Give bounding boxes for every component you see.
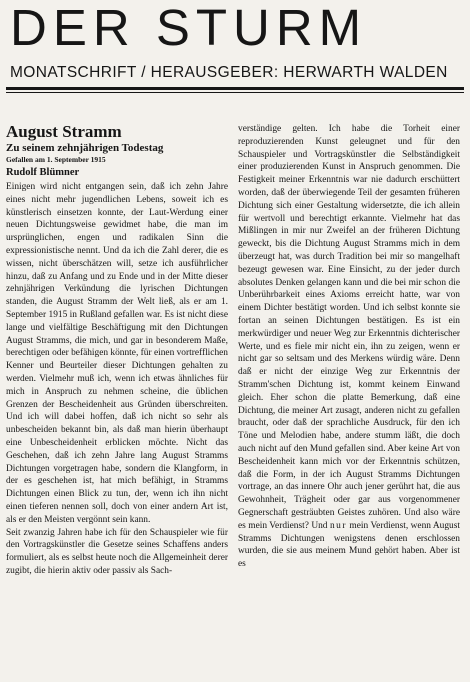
paragraph-text: mein Verdienst, wenn August Stramms Dichtungen wenigstens denen erschlossen wurden, die sie aus meinem Mund gehört haben. Aber ist es: [238, 520, 460, 570]
masthead-title: DER STURM: [10, 0, 368, 56]
paragraph-text: verständige gelten. Ich habe die Torheit einer reproduzierenden Kunst geleugnet und für den Schauspieler und Vortragskünstler die Selbständigkeit einer produzierenden Kunst in Anspruch genommen. Die Festigkeit meiner Erkenntnis war nie dadurch erschüttert worden, daß der überwiegende Teil der gesamten früheren Dichtung sich einer Gestaltung widersetzte, die ich allein für wertvoll und berechtigt erkannte. Vielmehr hat das Mißlingen in mir nur Zweifel an der früheren Dichtung geweckt, bis die Dichtung August Stramms mich in dem überzeugt hat, was durch Tradition bei mir so mangelhaft bezeugt gewesen war. Eine Einsicht, zu der jeder durch absolutes Denken gelangen kann und die bei mir schon die Unberührbarkeit eines Axioms erreicht hatte, war von einem Dichter bestätigt worden. Und ich selbst konnte sie fortan an seinen Dichtungen bestätigen. Es ist ein merkwürdiger und neuer Weg zur Erkenntnis dichterischer Werte, und es fiele mir nicht ein, ihn zu zeigen, wenn er nicht gar so seltsam und des Merkens würdig wäre. Denn daß er nicht der einzige Weg zur Erkenntnis der Stramm'schen Dichtung ist, kommt keinem Einwand gleich. Eher schon die platte Bemerkung, daß eine Dichtung, die meiner Art zusagt, anderen nicht zu gefallen braucht, oder daß der sprachliche Ausdruck, für den ich Töne und Melodien habe, andere stumm läßt, die doch auch nicht auf den Mund gefallen sind. Aber keine Art von Bescheidenheit kann mich vor der Erkenntnis schützen, daß die Form, in der ich August Stramms Dichtungen vortrage, an das innere Ohr auch jener gerührt hat, die aus Gewohnheit, Trägheit oder gar aus vorgenommener Gegnerschaft gesträubten Geistes zuhören. Und also wäre es mein Verdienst? Und: [238, 124, 460, 531]
page: [0, 2, 470, 682]
masthead-subtitle: MONATSCHRIFT / HERAUSGEBER: HERWARTH WALDEN: [10, 64, 448, 81]
masthead-rule-thin: [6, 92, 464, 93]
article-author: Rudolf Blümner: [6, 167, 80, 178]
paragraph: Einigen wird nicht entgangen sein, daß ich zehn Jahre eines nicht mehr jugendlichen Lebens, soweit ich es künstlerisch einsetzen konnte, der Laut-Werdung einer neuen Dichtungsweise gewidmet habe, die man im ursprünglichen, engen und radikalen Sinn die expressionistische nennt. Und da ich die Zahl derer, die es wissen, nicht überschätzen will, setze ich ausführlicher hinzu, daß zu Anfang und zu Ende und in der Mitte dieser zehnjährigen Verkündung die lyrischen Dichtungen standen, die August Stramm der Welt ließ, als er am 1. September 1915 in Rußland gefallen war. Es ist nicht diese lange und vielfältige Beschäftigung mit den Dichtungen August Stramms, die mich, und gar in besonderem Maße, berechtigen oder befähigen könnte, für einen vortrefflichen Kenner und Beurteiler dieser Dichtungen gehalten zu werden. Vielmehr muß ich, wenn ich etwas ähnliches für mich in Anspruch zu nehmen scheine, die üblichen Grenzen der Bescheidenheit aus Gründen überschreiten. Und ich will dabei hoffen, daß ich nicht so sehr als unbescheiden bekannt bin, als daß man hierin überhaupt eine Unbescheidenheit erblicken möchte. Nicht das Geschehen, daß ich zehn Jahre lang August Stramms Dichtungen vorgetragen habe, sondern die Klangform, in der es geschehen ist, hat mich befähigt, in Stramms Dichtungen einen Blick zu tun, der, wenn ich ihn nicht einen tieferen nennen soll, doch von einer andern Art ist, als er den Meisten vergönnt sein kann.: [6, 182, 228, 525]
emphasis-text: nur: [329, 520, 347, 531]
paragraph: Seit zwanzig Jahren habe ich für den Schauspieler wie für den Vortragskünstler die Gesetze seines Schaffens anders formuliert, als es selbst heute noch die Allgemeinheit derer zugibt, die hierin aktiv oder passiv als Sach-: [6, 527, 228, 576]
article-columns: [6, 123, 464, 578]
paragraph: [238, 123, 460, 571]
masthead-rule-thick: [6, 87, 464, 90]
column-left: [6, 123, 233, 578]
article-dateline: Gefallen am 1. September 1915: [6, 155, 106, 164]
column-right: [233, 123, 460, 578]
article-subtitle: Zu seinem zehnjährigen Todestag: [6, 142, 164, 154]
article-title: August Stramm: [6, 122, 122, 141]
